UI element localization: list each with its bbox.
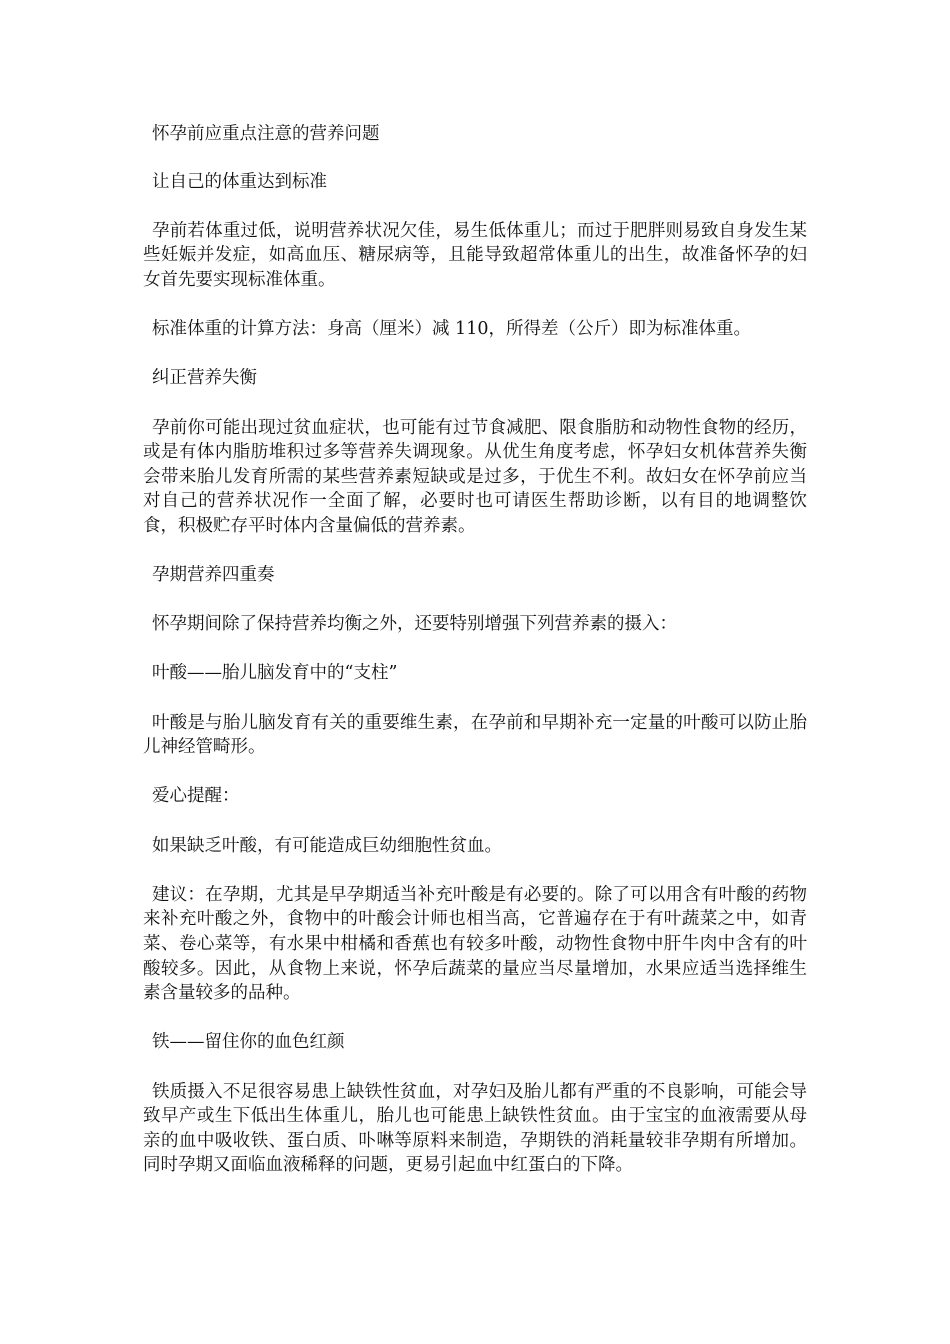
paragraph-advice: 建议：在孕期，尤其是早孕期适当补充叶酸是有必要的。除了可以用含有叶酸的药物来补充叶酸之外，食物中的叶酸会计师也相当高，它普遍存在于有叶蔬菜之中，如青菜、卷心菜等，有水果中柑橘和香蕉也有较多叶酸，动物性食物中肝牛肉中含有的叶酸较多。因此，从食物上来说，怀孕后蔬菜的量应当尽量增加，水果应适当选择维生素含量较多的品种。 (143, 884, 807, 1004)
section-heading-iron: 铁——留住你的血色红颜 (152, 1032, 345, 1053)
section-heading-balance: 纠正营养失衡 (152, 368, 257, 389)
document-title: 怀孕前应重点注意的营养问题 (152, 124, 380, 144)
paragraph-iron: 铁质摄入不足很容易患上缺铁性贫血，对孕妇及胎儿都有严重的不良影响，可能会导致早产或生下低出生体重儿，胎儿也可能患上缺铁性贫血。由于宝宝的血液需要从母亲的血中吸收铁、蛋白质、卟啉等原料来制造，孕期铁的消耗量较非孕期有所增加。同时孕期又面临血液稀释的问题，更易引起血中红蛋白的下降。 (143, 1081, 807, 1176)
paragraph-folic-acid: 叶酸是与胎儿脑发育有关的重要维生素，在孕前和早期补充一定量的叶酸可以防止胎儿神经管畸形。 (143, 712, 807, 758)
section-heading-nutrition: 孕期营养四重奏 (152, 565, 275, 586)
paragraph-balance: 孕前你可能出现过贫血症状，也可能有过节食减肥、限食脂肪和动物性食物的经历，或是有体内脂肪堆积过多等营养失调现象。从优生角度考虑，怀孕妇女机体营养失衡会带来胎儿发育所需的某些营养素短缺或是过多，于优生不利。故妇女在怀孕前应当对自己的营养状况作一全面了解，必要时也可请医生帮助诊断，以有目的地调整饮食，积极贮存平时体内含量偏低的营养素。 (143, 417, 807, 536)
section-heading-folic-acid: 叶酸——胎儿脑发育中的“支柱” (152, 663, 398, 684)
section-heading-weight: 让自己的体重达到标准 (152, 171, 327, 192)
paragraph-reminder: 如果缺乏叶酸，有可能造成巨幼细胞性贫血。 (152, 835, 502, 856)
paragraph-weight-formula: 标准体重的计算方法：身高（厘米）减 110，所得差（公斤）即为标准体重。 (152, 319, 751, 340)
paragraph-nutrition-intro: 怀孕期间除了保持营养均衡之外，还要特别增强下列营养素的摄入： (152, 614, 677, 635)
reminder-label: 爱心提醒： (152, 786, 240, 807)
document-page (143, 122, 807, 1203)
paragraph-weight: 孕前若体重过低，说明营养状况欠佳，易生低体重儿；而过于肥胖则易致自身发生某些妊娠并发症，如高血压、糖尿病等，且能导致超常体重儿的出生，故准备怀孕的妇女首先要实现标准体重。 (143, 220, 807, 290)
